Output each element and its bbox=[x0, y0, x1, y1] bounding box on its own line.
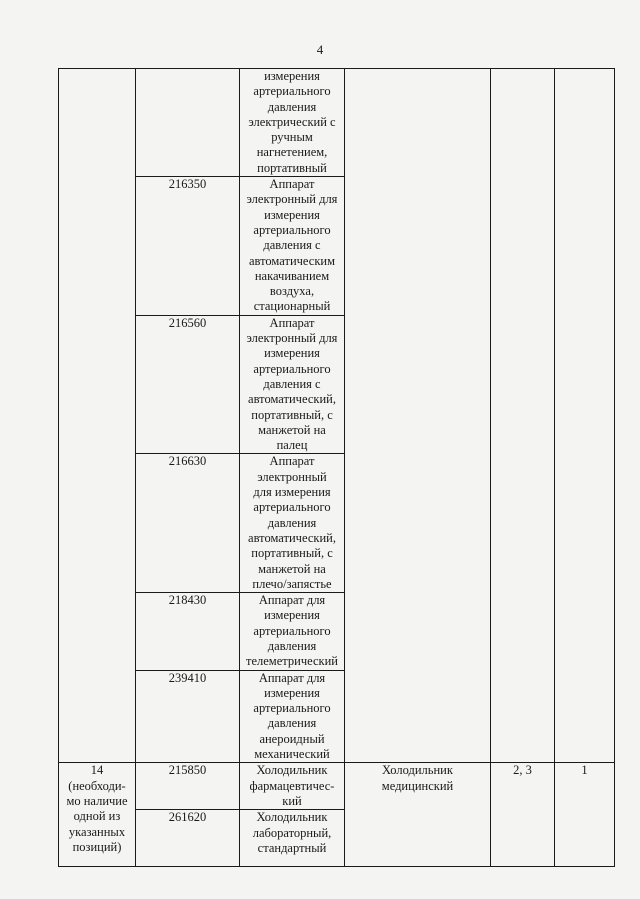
name-line: манжетой на bbox=[258, 422, 326, 437]
number-line: (необходи- bbox=[68, 778, 126, 793]
type-line: Холодильник bbox=[382, 763, 453, 778]
name-line: фармацевтичес- bbox=[249, 778, 335, 793]
name-line: анероидный bbox=[259, 731, 325, 746]
name-line: палец bbox=[276, 438, 308, 453]
code-cell: 216560 bbox=[136, 315, 240, 454]
name-line: Аппарат bbox=[269, 315, 315, 330]
name-line: стационарный bbox=[253, 299, 331, 314]
name-line: давления bbox=[267, 99, 317, 114]
code-cell: 261620 bbox=[136, 810, 240, 867]
name-line: артериального bbox=[253, 361, 331, 376]
name-line: кий bbox=[282, 793, 302, 808]
name-line: портативный, с bbox=[251, 546, 333, 561]
name-line: электрический с bbox=[248, 114, 336, 129]
name-line: портативный, с bbox=[251, 407, 333, 422]
name-line: измерения bbox=[264, 346, 320, 361]
name-line: давления с bbox=[263, 376, 321, 391]
quantity-cell: 1 bbox=[555, 763, 615, 867]
name-line: давления с bbox=[263, 238, 321, 253]
name-line: электронный для bbox=[246, 331, 338, 346]
page-number: 4 bbox=[316, 42, 324, 57]
section-cell bbox=[491, 69, 555, 763]
name-line: артериального bbox=[253, 701, 331, 716]
type-line: медицинский bbox=[381, 778, 454, 793]
name-line: измерения bbox=[264, 69, 320, 83]
name-cell bbox=[240, 810, 345, 867]
name-line: механический bbox=[254, 747, 330, 762]
name-line: манжетой на bbox=[258, 561, 326, 576]
quantity-cell bbox=[555, 69, 615, 763]
name-line: артериального bbox=[253, 84, 331, 99]
name-cell bbox=[240, 593, 345, 670]
code-cell bbox=[136, 69, 240, 177]
code-cell: 216630 bbox=[136, 454, 240, 593]
table-row bbox=[59, 69, 615, 177]
name-line: измерения bbox=[264, 608, 320, 623]
number-line: одной из bbox=[73, 809, 121, 824]
number-line: указанных bbox=[68, 824, 126, 839]
code-cell: 239410 bbox=[136, 670, 240, 763]
table-row bbox=[59, 763, 615, 810]
type-cell bbox=[345, 763, 491, 867]
code-cell: 218430 bbox=[136, 593, 240, 670]
name-line: автоматический, bbox=[248, 392, 336, 407]
name-cell bbox=[240, 454, 345, 593]
name-line: нагнетением, bbox=[256, 145, 328, 160]
number-cell bbox=[59, 69, 136, 763]
name-line: портативный bbox=[257, 160, 327, 175]
name-cell bbox=[240, 69, 345, 177]
equipment-table bbox=[58, 68, 615, 867]
name-cell bbox=[240, 315, 345, 454]
name-line: электронный для bbox=[246, 192, 338, 207]
name-line: лабораторный, bbox=[252, 825, 332, 840]
name-line: Аппарат для bbox=[258, 593, 326, 608]
name-line: стандартный bbox=[257, 840, 327, 855]
name-line: давления bbox=[267, 638, 317, 653]
name-line: измерения bbox=[264, 207, 320, 222]
name-line: Холодильник bbox=[256, 810, 328, 825]
number-line: позиций) bbox=[72, 839, 122, 854]
type-cell bbox=[345, 69, 491, 763]
name-cell bbox=[240, 670, 345, 763]
name-line: измерения bbox=[264, 685, 320, 700]
name-line: электронный bbox=[257, 469, 327, 484]
name-line: накачиванием bbox=[254, 268, 330, 283]
name-line: автоматическим bbox=[248, 253, 336, 268]
name-line: давления bbox=[267, 515, 317, 530]
number-line: 14 bbox=[90, 763, 104, 778]
code-cell: 216350 bbox=[136, 177, 240, 316]
name-line: Холодильник bbox=[256, 763, 328, 778]
name-line: Аппарат bbox=[269, 454, 315, 469]
name-line: Аппарат bbox=[269, 177, 315, 192]
name-line: автоматический, bbox=[248, 530, 336, 545]
name-line: Аппарат для bbox=[258, 670, 326, 685]
name-cell bbox=[240, 763, 345, 810]
name-line: ручным bbox=[271, 130, 313, 145]
name-line: телеметрический bbox=[246, 654, 338, 669]
name-line: артериального bbox=[253, 222, 331, 237]
name-line: артериального bbox=[253, 623, 331, 638]
name-line: для измерения bbox=[253, 485, 331, 500]
number-cell bbox=[59, 763, 136, 867]
name-line: давления bbox=[267, 716, 317, 731]
section-cell: 2, 3 bbox=[491, 763, 555, 867]
name-cell bbox=[240, 177, 345, 316]
name-line: артериального bbox=[253, 500, 331, 515]
number-line: мо наличие bbox=[66, 793, 128, 808]
name-line: воздуха, bbox=[269, 284, 315, 299]
code-cell: 215850 bbox=[136, 763, 240, 810]
name-line: плечо/запястье bbox=[252, 576, 332, 591]
